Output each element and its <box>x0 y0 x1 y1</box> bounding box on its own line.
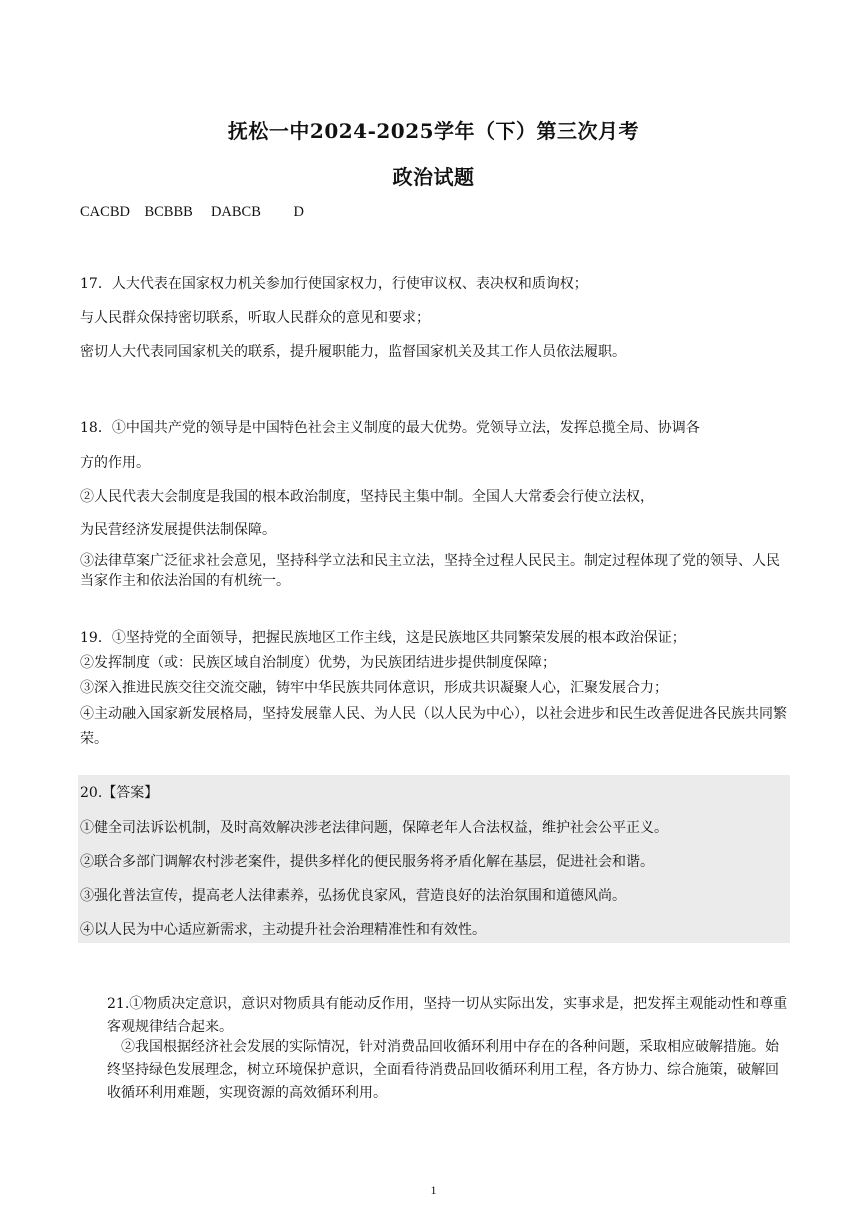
q19-line-4: ④主动融入国家新发展格局，坚持发展靠人民、为人民（以人民为中心），以社会进步和民生改善促进各民族共同繁荣。 <box>80 706 787 747</box>
q20-line-4: ④以人民为中心适应新需求，主动提升社会治理精准性和有效性。 <box>80 922 486 938</box>
q19-line-3: ③深入推进民族交往交流交融，铸牢中华民族共同体意识，形成共识凝聚人心，汇聚发展合力； <box>80 680 668 696</box>
page-subtitle: 政治试题 <box>392 165 475 189</box>
q17-line-3: 密切人大代表同国家机关的联系，提升履职能力，监督国家机关及其工作人员依法履职。 <box>80 344 626 360</box>
q17-line-2: 与人民群众保持密切联系，听取人民群众的意见和要求； <box>80 310 430 326</box>
page-number: 1 <box>430 1183 437 1197</box>
q18-line-2: 方的作用。 <box>80 455 150 471</box>
q21-paragraph-2: ②我国根据经济社会发展的实际情况，针对消费品回收循环利用中存在的各种问题，采取相应破解措施。始终坚持绿色发展理念，树立环境保护意识，全面看待消费品回收循环利用工程，各方协力、综合施策，破解回收循环利用难题，实现资源的高效循环利用。 <box>107 1039 779 1101</box>
q21-paragraph-1: 21.①物质决定意识，意识对物质具有能动反作用，坚持一切从实际出发，实事求是，把发挥主观能动性和尊重客观规律结合起来。 <box>107 996 788 1035</box>
q18-line-5: ③法律草案广泛征求社会意见，坚持科学立法和民主立法，坚持全过程人民民主。制定过程体现了党的领导、人民当家作主和依法治国的有机统一。 <box>80 553 780 589</box>
q20-line-2: ②联合多部门调解农村涉老案件，提供多样化的便民服务将矛盾化解在基层，促进社会和谐。 <box>80 854 654 870</box>
q20-line-1: ①健全司法诉讼机制，及时高效解决涉老法律问题，保障老年人合法权益，维护社会公平正义。 <box>80 820 668 836</box>
q18-line-1: 18．①中国共产党的领导是中国特色社会主义制度的最大优势。党领导立法，发挥总揽全局、协调各 <box>80 420 700 436</box>
q19-line-1: 19．①坚持党的全面领导，把握民族地区工作主线，这是民族地区共同繁荣发展的根本政治保证； <box>80 630 686 646</box>
q18-line-4: 为民营经济发展提供法制保障。 <box>80 522 276 538</box>
q17-line-1: 17．人大代表在国家权力机关参加行使国家权力，行使审议权、表决权和质询权； <box>80 276 588 292</box>
q20-line-3: ③强化普法宣传，提高老人法律素养，弘扬优良家风，营造良好的法治氛围和道德风尚。 <box>80 888 626 904</box>
page-title: 抚松一中2024-2025学年（下）第三次月考 <box>227 119 640 143</box>
q18-line-3: ②人民代表大会制度是我国的根本政治制度，坚持民主集中制。全国人大常委会行使立法权， <box>80 489 654 505</box>
multiple-choice-answers: CACBD BCBBB DABCB D <box>80 204 304 220</box>
q20-header: 20.【答案】 <box>80 785 159 801</box>
q19-line-2: ②发挥制度（或：民族区域自治制度）优势，为民族团结进步提供制度保障； <box>80 655 556 671</box>
